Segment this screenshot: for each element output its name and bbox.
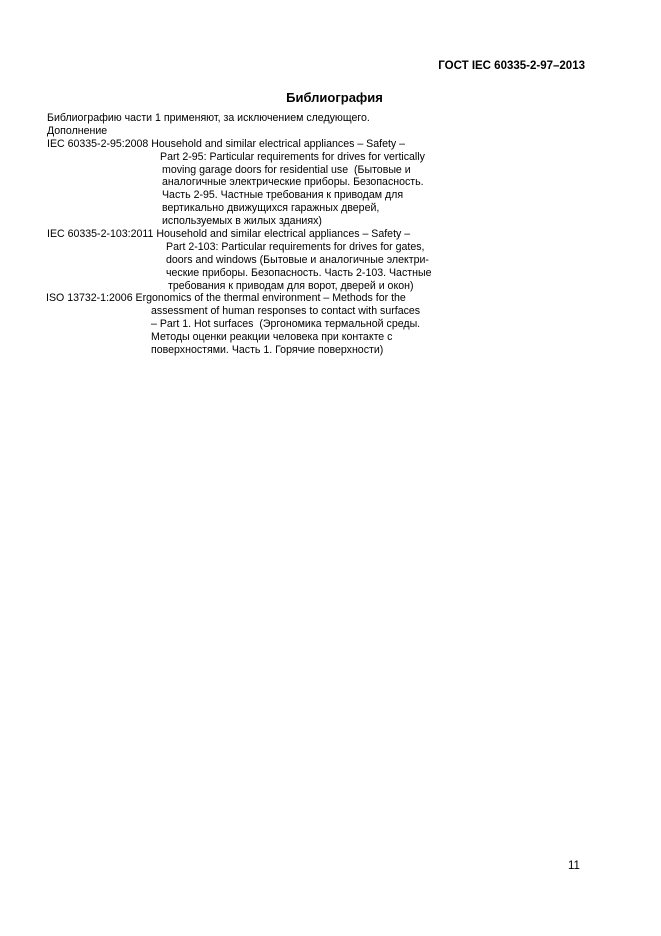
reference-line: поверхностями. Часть 1. Горячие поверхности) (151, 344, 384, 357)
reference-line: Part 2-95: Particular requirements for drives for vertically (160, 150, 425, 163)
reference-line: – Part 1. Hot surfaces (Эргономика термальной среды. (151, 318, 421, 331)
reference-line: требования к приводам для ворот, дверей и окон) (168, 279, 414, 292)
reference-iso-13732-1 (47, 292, 467, 356)
reference-line: assessment of human responses to contact with surfaces (151, 305, 421, 318)
reference-line: doors and windows (Бытовые и аналогичные электри- (166, 253, 429, 266)
standard-identifier: ГОСТ IEC 60335-2-97–2013 (438, 60, 585, 72)
reference-line: IEC 60335-2-103:2011 Household and similar electrical appliances – Safety – (47, 228, 411, 241)
reference-iec-60335-2-103 (47, 228, 467, 292)
reference-line: moving garage doors for residential use (Бытовые и (162, 163, 411, 176)
bibliography-body (47, 112, 467, 357)
reference-line: ческие приборы. Безопасность. Часть 2-103. Частные (166, 266, 432, 279)
reference-line: вертикально движущихся гаражных дверей, (162, 202, 380, 215)
reference-line: используемых в жилых зданиях) (162, 215, 322, 228)
reference-line: Часть 2-95. Частные требования к приводам для (162, 189, 404, 202)
reference-line: ISO 13732-1:2006 Ergonomics of the thermal environment – Methods for the (46, 292, 406, 305)
page-number: 11 (568, 860, 580, 872)
reference-line: Методы оценки реакции человека при контакте с (151, 331, 393, 344)
reference-line: аналогичные электрические приборы. Безопасность. (162, 176, 424, 189)
intro-text: Библиографию части 1 применяют, за исключением следующего. (47, 112, 370, 124)
addition-label: Дополнение (47, 124, 108, 137)
reference-line: Part 2-103: Particular requirements for drives for gates, (166, 240, 425, 253)
reference-iec-60335-2-95 (47, 138, 467, 228)
reference-line: IEC 60335-2-95:2008 Household and similar electrical appliances – Safety – (47, 137, 406, 150)
page-title: Библиография (286, 90, 383, 105)
